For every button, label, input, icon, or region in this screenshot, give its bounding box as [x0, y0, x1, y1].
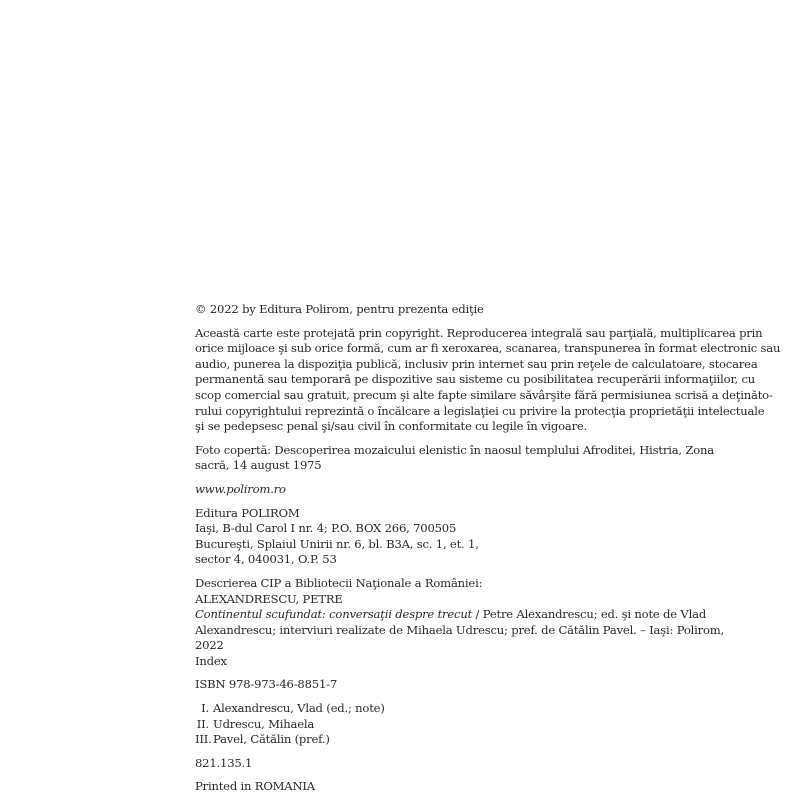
contributor-item [195, 717, 607, 733]
contributor-item [195, 701, 607, 717]
rights-line: şi se pedepsesc penal şi/sau civil în conformitate cu legile în vigoare. [195, 419, 588, 434]
rights-line: permanentă sau temporară pe dispozitive sau sisteme cu posibilitatea recuperării informaţiilor, cu [195, 372, 756, 387]
contributor-item [195, 732, 607, 748]
rights-line: rului copyrightului reprezintă o încălcare a legislaţiei cu privire la protecţia proprietăţii intelectuale [195, 403, 765, 418]
copyright-page [195, 302, 781, 803]
cip-record [195, 575, 725, 670]
contributors-list [195, 701, 607, 748]
cover-photo-line: Foto copertă: Descoperirea mozaicului elenistic în naosul templului Afroditei, Histria, Zona [195, 442, 715, 457]
contributor-number: III. [195, 732, 212, 747]
website-block [195, 482, 607, 498]
cip-title-line [195, 607, 707, 623]
publisher-line: sector 4, 040031, O.P. 53 [195, 552, 337, 567]
contributor-name: Pavel, Cătălin (pref.) [213, 732, 330, 747]
cip-line: Index [195, 653, 227, 668]
classification-code: 821.135.1 [195, 755, 253, 770]
copyright-notice [195, 302, 607, 318]
rights-line: audio, punerea la dispoziţia publică, inclusiv prin internet sau prin reţele de calculatoare, stocarea [195, 356, 758, 371]
rights-line: Această carte este protejată prin copyright. Reproducerea integrală sau parţială, multiplicarea prin [195, 325, 763, 340]
isbn: ISBN 978-973-46-8851-7 [195, 677, 338, 692]
cover-photo-line: sacră, 14 august 1975 [195, 458, 322, 473]
classification-block [195, 756, 607, 772]
cip-line: 2022 [195, 638, 224, 653]
isbn-block [195, 677, 607, 693]
cip-title: Continentul scufundat: conversaţii despre trecut [195, 607, 473, 622]
contributor-number: I. [201, 701, 209, 716]
cip-title-rest: / Petre Alexandrescu; ed. şi note de Vlad [472, 607, 707, 622]
contributor-name: Udrescu, Mihaela [213, 716, 315, 731]
rights-line: orice mijloace şi sub orice formă, cum ar fi xeroxarea, scanarea, transpunerea în format electronic sau [195, 341, 781, 356]
publisher-line: Iaşi, B-dul Carol I nr. 4; P.O. BOX 266, 700505 [195, 521, 457, 536]
printed-block [195, 779, 607, 795]
contributor-name: Alexandrescu, Vlad (ed.; note) [213, 701, 385, 716]
contributor-number: II. [196, 716, 209, 731]
rights-line: scop comercial sau gratuit, precum şi alte fapte similare săvârşite fără permisiunea scrisă a deţinăto- [195, 387, 773, 402]
website-link: www.polirom.ro [195, 481, 286, 496]
cip-line: Alexandrescu; interviuri realizate de Mihaela Udrescu; pref. de Cătălin Pavel. – Iaşi: Polirom, [195, 622, 725, 637]
cip-author: ALEXANDRESCU, PETRE [195, 591, 343, 606]
cover-photo-credit [195, 442, 715, 474]
publisher-line: Bucureşti, Splaiul Unirii nr. 6, bl. B3A, sc. 1, et. 1, [195, 536, 479, 551]
rights-paragraph [195, 325, 781, 435]
publisher-line: Editura POLIROM [195, 505, 300, 520]
printed-in: Printed in ROMANIA [195, 779, 315, 794]
copyright-line: © 2022 by Editura Polirom, pentru prezenta ediţie [195, 302, 484, 316]
cip-heading: Descrierea CIP a Bibliotecii Naţionale a României: [195, 575, 483, 590]
publisher-address [195, 506, 607, 568]
